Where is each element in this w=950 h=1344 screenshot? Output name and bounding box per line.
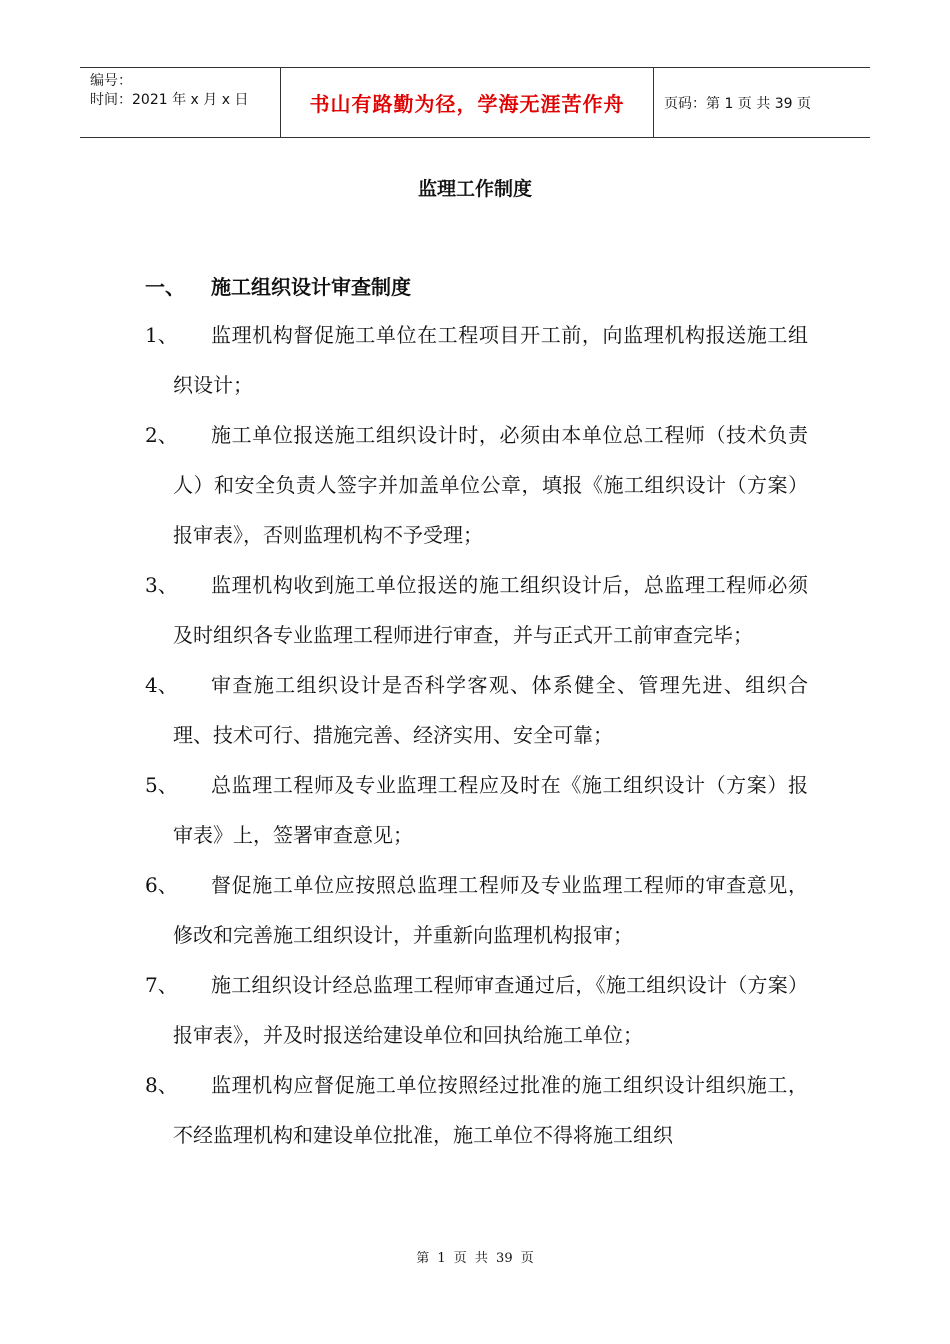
page-header	[80, 67, 870, 138]
item-text: 监理机构督促施工单位在工程项目开工前，向监理机构报送施工组织设计；	[173, 323, 808, 397]
item-text: 督促施工单位应按照总监理工程师及专业监理工程师的审查意见，修改和完善施工组织设计，并重新向监理机构报审；	[173, 873, 808, 947]
item-number: 8、	[145, 1073, 178, 1097]
section-heading	[145, 271, 411, 300]
item-number: 1、	[145, 323, 178, 347]
list-item	[0, 660, 950, 760]
item-list	[0, 310, 950, 1160]
item-number: 5、	[145, 773, 178, 797]
item-number: 3、	[145, 573, 178, 597]
item-text: 总监理工程师及专业监理工程应及时在《施工组织设计（方案）报审表》上，签署审查意见；	[173, 773, 808, 847]
page-footer: 第 1 页 共 39 页	[416, 1251, 534, 1266]
item-number: 4、	[145, 673, 178, 697]
section-number: 一、	[145, 275, 185, 299]
item-text: 施工组织设计经总监理工程师审查通过后，《施工组织设计（方案）报审表》，并及时报送给建设单位和回执给施工单位；	[173, 973, 808, 1047]
list-item	[0, 860, 950, 960]
list-item	[0, 760, 950, 860]
item-text: 监理机构应督促施工单位按照经过批准的施工组织设计组织施工，不经监理机构和建设单位批准，施工单位不得将施工组织	[173, 1073, 808, 1147]
document-title: 监理工作制度	[417, 178, 532, 200]
list-item	[0, 310, 950, 410]
item-text: 审查施工组织设计是否科学客观、体系健全、管理先进、组织合理、技术可行、措施完善、经济实用、安全可靠；	[173, 673, 808, 747]
document-number-label: 编号：	[90, 73, 132, 89]
header-motto: 书山有路勤为径，学海无涯苦作舟	[281, 68, 654, 137]
list-item	[0, 1060, 950, 1160]
item-number: 2、	[145, 423, 178, 447]
item-number: 7、	[145, 973, 178, 997]
header-meta	[80, 68, 281, 137]
list-item	[0, 410, 950, 560]
list-item	[0, 560, 950, 660]
document-date: 时间：2021 年 x 月 x 日	[90, 92, 249, 108]
item-text: 监理机构收到施工单位报送的施工组织设计后，总监理工程师必须及时组织各专业监理工程师进行审查，并与正式开工前审查完毕；	[173, 573, 808, 647]
item-text: 施工单位报送施工组织设计时，必须由本单位总工程师（技术负责人）和安全负责人签字并加盖单位公章，填报《施工组织设计（方案）报审表》，否则监理机构不予受理；	[173, 423, 808, 547]
list-item	[0, 960, 950, 1060]
item-number: 6、	[145, 873, 178, 897]
header-page-info: 页码：第 1 页 共 39 页	[664, 95, 811, 112]
section-title: 施工组织设计审查制度	[211, 275, 411, 299]
